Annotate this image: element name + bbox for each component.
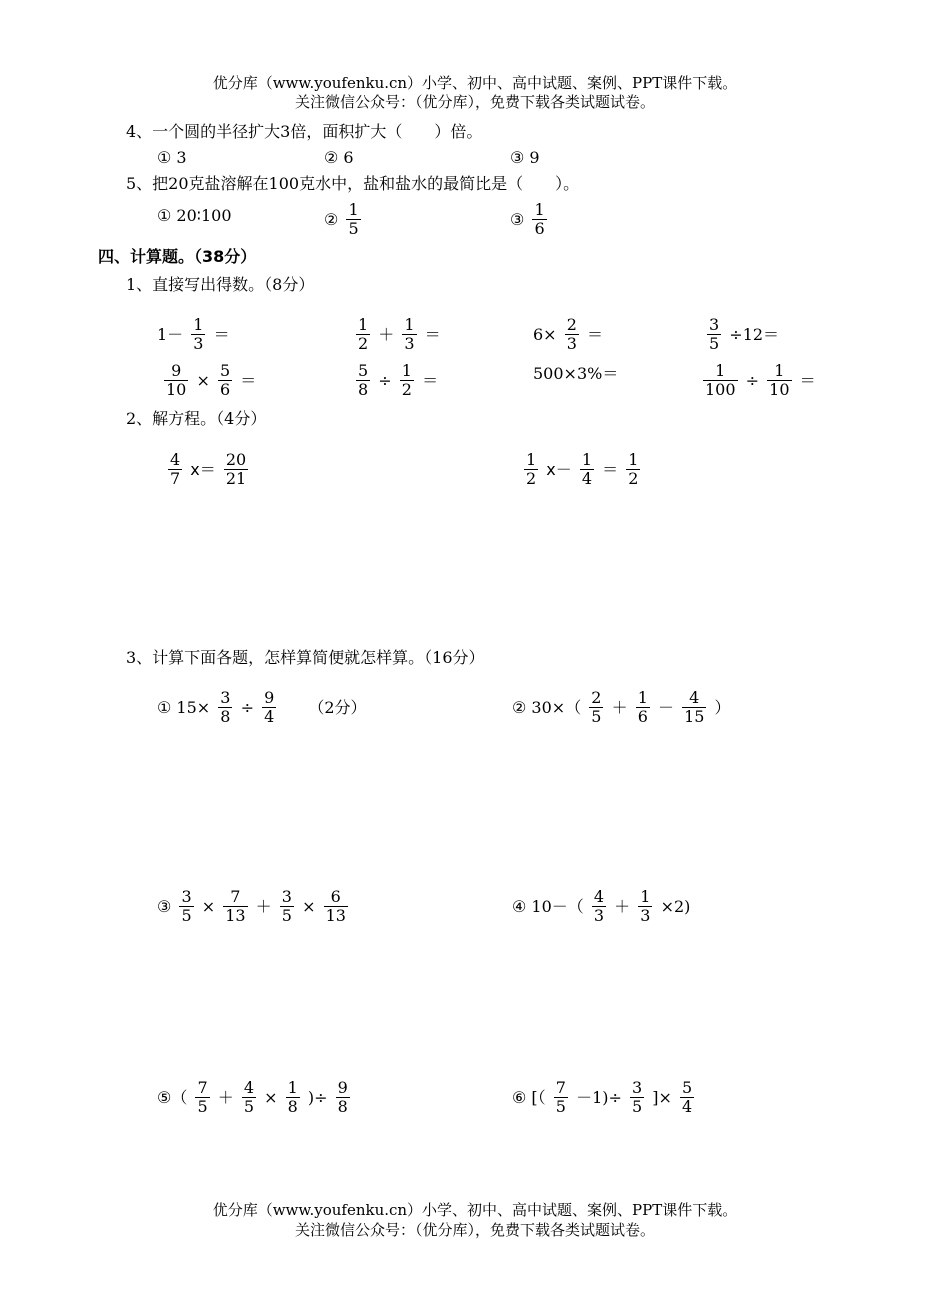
part-3-title: 3、计算下面各题，怎样算简便就怎样算。（16分） bbox=[126, 648, 485, 667]
question-4-stem: 4、一个圆的半径扩大3倍，面积扩大（ ）倍。 bbox=[126, 122, 483, 141]
question-5-stem: 5、把20克盐溶解在100克水中，盐和盐水的最简比是（ ）。 bbox=[126, 174, 580, 193]
question-4-option-3: ③ 9 bbox=[510, 148, 540, 167]
footer-line-1: 优分库（www.youfenku.cn）小学、初中、高中试题、案例、PPT课件下载。 bbox=[212, 1201, 738, 1219]
part-1-title: 1、直接写出得数。（8分） bbox=[126, 275, 315, 294]
simplify-calc-2: ② 30×（ $\frac{2}{5}$ ＋ $\frac{1}{6}$ － $\frac{4}{15}$ ） bbox=[512, 688, 731, 726]
simplify-calc-3: ③ $\frac{3}{5}$ × $\frac{7}{13}$ ＋ $\frac{3}{5}$ × $\frac{6}{13}$ bbox=[157, 887, 346, 925]
part-2-title: 2、解方程。（4分） bbox=[126, 409, 267, 428]
question-4-option-2: ② 6 bbox=[324, 148, 354, 167]
oral-calc-2: $\frac{1}{2}$ ＋ $\frac{1}{3}$ ＝ bbox=[358, 315, 441, 353]
simplify-calc-5: ⑤（ $\frac{7}{5}$ ＋ $\frac{4}{5}$ × $\frac{1}{8}$ )÷ $\frac{9}{8}$ bbox=[157, 1078, 348, 1116]
question-5-option-1: ① 20∶100 bbox=[157, 206, 232, 225]
equation-2: $\frac{1}{2}$ x－ $\frac{1}{4}$ ＝ $\frac{1}{2}$ bbox=[526, 450, 639, 488]
oral-calc-4: $\frac{3}{5}$ ÷12＝ bbox=[709, 315, 780, 353]
simplify-calc-6: ⑥ [（ $\frac{7}{5}$ －1)÷ $\frac{3}{5}$ ]× $\frac{5}{4}$ bbox=[512, 1078, 693, 1116]
footer-line-2: 关注微信公众号：（优分库），免费下载各类试题试卷。 bbox=[294, 1221, 655, 1239]
question-5-option-3: ③ $\frac{1}{6}$ bbox=[510, 200, 545, 238]
header-line-2: 关注微信公众号：（优分库），免费下载各类试题试卷。 bbox=[294, 93, 655, 111]
simplify-calc-4: ④ 10－（ $\frac{4}{3}$ ＋ $\frac{1}{3}$ ×2) bbox=[512, 887, 691, 925]
oral-calc-8: $\frac{1}{100}$ ÷ $\frac{1}{10}$ ＝ bbox=[705, 361, 816, 399]
oral-calc-1: 1－ $\frac{1}{3}$ ＝ bbox=[157, 315, 230, 353]
question-5-option-2: ② $\frac{1}{5}$ bbox=[324, 200, 359, 238]
oral-calc-5: $\frac{9}{10}$ × $\frac{5}{6}$ ＝ bbox=[166, 361, 257, 399]
equation-1: $\frac{4}{7}$ x＝ $\frac{20}{21}$ bbox=[170, 450, 247, 488]
oral-calc-7: 500×3%＝ bbox=[533, 364, 619, 383]
oral-calc-3: 6× $\frac{2}{3}$ ＝ bbox=[533, 315, 603, 353]
question-4-option-1: ① 3 bbox=[157, 148, 187, 167]
simplify-calc-1: ① 15× $\frac{3}{8}$ ÷ $\frac{9}{4}$ （2分） bbox=[157, 688, 367, 726]
section-4-title: 四、计算题。（38分） bbox=[98, 247, 257, 266]
oral-calc-6: $\frac{5}{8}$ ÷ $\frac{1}{2}$ ＝ bbox=[358, 361, 439, 399]
header-line-1: 优分库（www.youfenku.cn）小学、初中、高中试题、案例、PPT课件下载。 bbox=[212, 74, 738, 92]
